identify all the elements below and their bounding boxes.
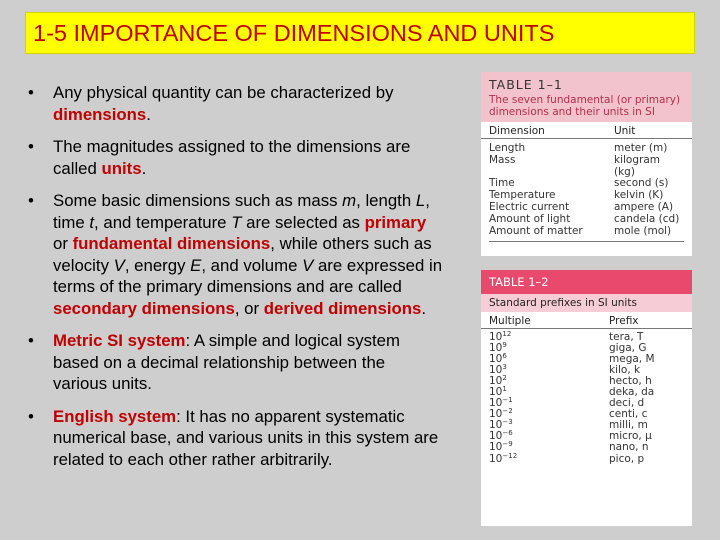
bullet-text: , and volume [201, 255, 303, 275]
table-row [481, 451, 692, 465]
emphasized-term: secondary dimensions [53, 298, 235, 318]
multiple-exponent: 2 [502, 374, 507, 383]
table-1-2-column-headers [481, 312, 692, 329]
multiple-base: 10 [489, 408, 503, 421]
bullet-text: . [421, 298, 427, 318]
multiple-exponent: 3 [502, 363, 507, 372]
bullet-text: , energy [124, 255, 191, 275]
variable-symbol: V [113, 255, 125, 275]
multiple-cell [489, 365, 609, 376]
dimension-cell: Mass [489, 153, 516, 166]
unit-cell: candela (cd) [614, 212, 680, 225]
multiple-cell [489, 376, 609, 387]
emphasized-term: primary [364, 212, 427, 232]
emphasized-term: units [101, 158, 142, 178]
emphasized-term: Metric SI system [53, 331, 186, 350]
multiple-base: 10 [489, 441, 503, 454]
multiple-exponent: −6 [502, 429, 513, 438]
dimension-cell: Electric current [489, 200, 570, 213]
prefix-cell: mega, M [609, 353, 655, 366]
variable-symbol: m [342, 191, 357, 210]
prefix-cell: hecto, h [609, 375, 652, 388]
bullet-text: , and temperature [94, 212, 232, 232]
table-row [481, 376, 692, 387]
bullet-marker: • [28, 406, 34, 426]
bullet-text: , time [53, 191, 430, 232]
table-1-2-rows [481, 329, 692, 465]
unit-cell: kelvin (K) [614, 189, 664, 202]
slide-title: 1-5 IMPORTANCE OF DIMENSIONS AND UNITS [33, 20, 555, 46]
multiple-cell [489, 354, 609, 365]
multiple-base: 10 [489, 342, 503, 355]
table-1-1-bottom-rule [489, 241, 684, 242]
table-row [481, 214, 692, 226]
table-1-2 [481, 270, 692, 526]
table-1-2-label: TABLE 1–2 [481, 270, 692, 294]
multiple-base: 10 [489, 364, 503, 377]
dimension-cell: Time [489, 177, 515, 190]
column-header-unit: Unit [614, 125, 636, 137]
multiple-base: 10 [489, 452, 503, 465]
dimension-cell: Temperature [489, 189, 556, 202]
bullet-text: : It has no apparent systematic numerical base, and various units in this system are related to each other rather arbitrarily. [53, 406, 439, 469]
column-header-dimension: Dimension [489, 125, 545, 137]
multiple-exponent: 6 [502, 352, 507, 361]
bullet-text: Some basic dimensions such as mass [53, 191, 343, 210]
multiple-cell [489, 451, 609, 465]
unit-cell: ampere (A) [614, 200, 674, 213]
unit-cell: meter (m) [614, 142, 668, 154]
prefix-cell: tera, T [609, 331, 644, 343]
emphasized-term: dimensions [53, 104, 147, 124]
variable-symbol: V [302, 255, 314, 275]
bullet-text: , while others such as velocity [53, 234, 432, 275]
table-1-1-rows [481, 139, 692, 237]
bullet-text: . [146, 104, 151, 124]
variable-symbol: T [231, 212, 242, 232]
multiple-base: 10 [489, 353, 503, 366]
bullet-text: are selected as [241, 212, 365, 232]
bullet-marker: • [28, 83, 34, 102]
variable-symbol: t [89, 212, 95, 232]
table-row [481, 343, 692, 354]
table-row [481, 332, 692, 343]
emphasized-term: English system [53, 406, 177, 426]
table-1-1-caption: The seven fundamental (or primary) dimensions and their units in SI [489, 94, 681, 118]
multiple-exponent: −12 [502, 451, 518, 460]
table-row [481, 226, 692, 238]
emphasized-term: fundamental dimensions [72, 234, 271, 253]
emphasized-term: derived dimensions [263, 298, 422, 318]
multiple-base: 10 [489, 419, 503, 432]
unit-cell: kilogram (kg) [614, 153, 660, 178]
unit-cell: mole (mol) [614, 224, 672, 237]
multiple-base: 10 [489, 331, 503, 343]
prefix-cell: kilo, k [609, 364, 641, 377]
table-1-2-caption: Standard prefixes in SI units [481, 294, 692, 312]
multiple-cell [489, 332, 609, 343]
bullet-text: . [141, 158, 147, 178]
table-1-1-column-headers [481, 122, 692, 139]
table-1-1-header [481, 72, 692, 122]
table-row [481, 202, 692, 214]
multiple-exponent: −3 [502, 418, 513, 427]
prefix-cell: micro, μ [609, 430, 652, 443]
multiple-exponent: −9 [502, 440, 513, 449]
bullet-marker: • [28, 137, 34, 156]
multiple-exponent: −2 [502, 407, 513, 416]
unit-cell: second (s) [614, 177, 669, 190]
prefix-cell: milli, m [609, 419, 648, 432]
prefix-cell: deci, d [609, 397, 645, 410]
table-row [481, 365, 692, 376]
variable-symbol: L [415, 191, 426, 210]
bullet-item [28, 406, 443, 471]
multiple-exponent: 12 [502, 330, 512, 338]
bullet-text: , length [356, 191, 416, 210]
table-1-1 [481, 72, 692, 256]
dimension-cell: Amount of light [489, 212, 571, 225]
bullet-text: , or [234, 298, 264, 318]
bullet-item [28, 330, 443, 395]
prefix-cell: deka, da [609, 386, 655, 399]
bullet-item [28, 190, 443, 319]
multiple-exponent: 9 [502, 341, 507, 350]
multiple-base: 10 [489, 397, 503, 410]
bullet-item [28, 136, 443, 179]
column-header-multiple: Multiple [489, 315, 531, 327]
multiple-base: 10 [489, 386, 503, 399]
bullet-list [28, 82, 443, 481]
bullet-text: are expressed in terms of the primary dimensions and are called [53, 255, 443, 296]
bullet-marker: • [28, 191, 34, 210]
table-row [481, 354, 692, 365]
prefix-cell: pico, p [609, 452, 645, 465]
table-1-1-label: TABLE 1–1 [489, 77, 563, 92]
prefix-cell: nano, n [609, 441, 649, 454]
multiple-base: 10 [489, 375, 503, 388]
prefix-cell: centi, c [609, 408, 648, 421]
multiple-exponent: 1 [502, 385, 507, 394]
multiple-exponent: −1 [502, 396, 513, 405]
multiple-cell [489, 343, 609, 354]
bullet-item [28, 82, 443, 125]
dimension-cell: Amount of matter [489, 224, 583, 237]
multiple-base: 10 [489, 430, 503, 443]
dimension-cell: Length [489, 142, 526, 154]
bullet-marker: • [28, 331, 34, 350]
bullet-text: Any physical quantity can be characterized by [53, 83, 394, 102]
bullet-text: The magnitudes assigned to the dimensions are called [53, 137, 411, 178]
variable-symbol: E [190, 255, 202, 275]
table-row [481, 155, 692, 179]
bullet-text: or [53, 234, 73, 253]
column-header-prefix: Prefix [609, 315, 639, 327]
slide-title-bar [25, 12, 695, 54]
prefix-cell: giga, G [609, 342, 647, 355]
bullet-text: : A simple and logical system based on a decimal relationship between the various units. [53, 331, 400, 393]
